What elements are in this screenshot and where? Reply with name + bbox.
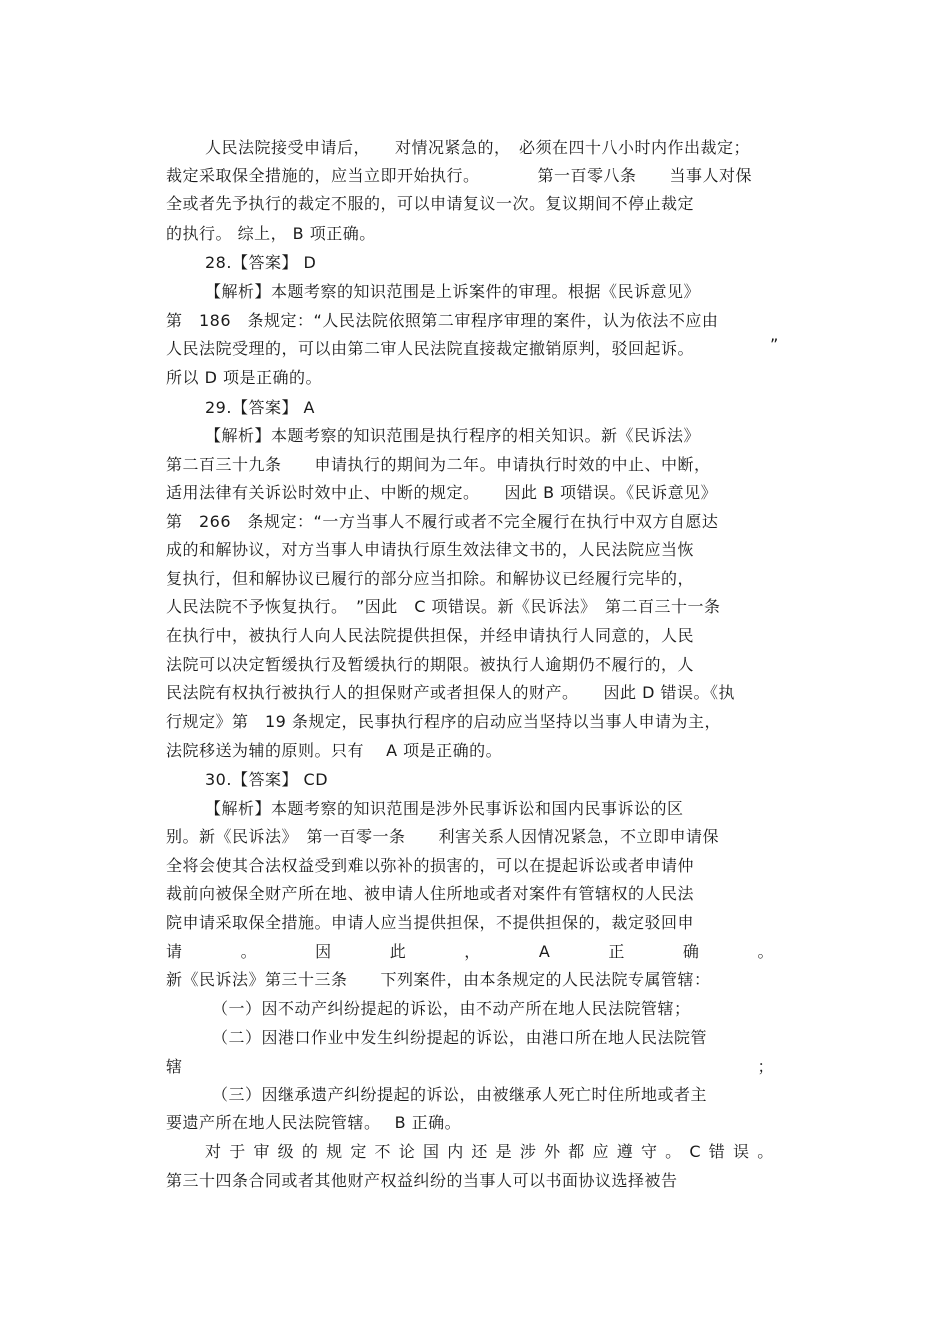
- text-token: 请: [166, 942, 183, 961]
- text-token: 规: [326, 1142, 343, 1161]
- text-token: 都: [568, 1142, 585, 1161]
- text-token: 论: [398, 1142, 416, 1161]
- text-token: 辖: [166, 1057, 183, 1076]
- text-token: 。: [240, 942, 258, 961]
- text-token: 遵: [616, 1142, 634, 1161]
- text-token: ，: [464, 942, 481, 961]
- text-token: 。: [757, 1142, 774, 1161]
- text-line: 法院移送为辅的原则。只有 A 项是正确的。: [166, 741, 503, 760]
- text-line: 【解析】本题考察的知识范围是执行程序的相关知识。新《民诉法》: [205, 426, 701, 445]
- text-token: 。: [757, 942, 774, 961]
- text-token: 对: [205, 1142, 222, 1161]
- text-line: 全将会使其合法权益受到难以弥补的损害的，可以在提起诉讼或者申请仲: [166, 856, 695, 875]
- text-line: 第 266 条规定：“一方当事人不履行或者不完全履行在执行中双方自愿达: [166, 512, 719, 531]
- text-line: 适用法律有关诉讼时效中止、中断的规定。 因此 B 项错误。《民诉意见》: [166, 483, 718, 502]
- text-line: 【解析】本题考察的知识范围是涉外民事诉讼和国内民事诉讼的区: [205, 799, 684, 818]
- text-line: 别。新《民诉法》 第一百零一条 利害关系人因情况紧急，不立即申请保: [166, 827, 720, 846]
- text-line: 人民法院受理的，可以由第二审人民法院直接裁定撤销原判，驳回起诉。: [166, 339, 695, 358]
- text-line: 的执行。 综上， B 项正确。: [166, 224, 376, 243]
- text-line: 第三十四条合同或者其他财产权益纠纷的当事人可以书面协议选择被告: [166, 1171, 678, 1190]
- justified-line: [166, 1057, 774, 1077]
- text-token: 审: [253, 1142, 270, 1161]
- text-token: 的: [301, 1142, 319, 1161]
- text-token: 应: [592, 1142, 610, 1161]
- text-token: 外: [544, 1142, 561, 1161]
- text-line: 新《民诉法》第三十三条 下列案件，由本条规定的人民法院专属管辖：: [166, 970, 711, 989]
- text-line: ”: [770, 335, 779, 354]
- text-token: 还: [471, 1142, 488, 1161]
- text-token: 级: [277, 1142, 295, 1161]
- text-line: 要遗产所在地人民法院管辖。 B 正确。: [166, 1113, 462, 1132]
- justified-line: [166, 942, 774, 962]
- text-token: 于: [229, 1142, 246, 1161]
- text-line: 全或者先予执行的裁定不服的，可以申请复议一次。复议期间不停止裁定: [166, 194, 695, 213]
- text-line: （三）因继承遗产纠纷提起的诉讼，由被继承人死亡时住所地或者主: [212, 1085, 708, 1104]
- text-line: （二）因港口作业中发生纠纷提起的诉讼，由港口所在地人民法院管: [212, 1028, 708, 1047]
- text-line: 人民法院接受申请后， 对情况紧急的， 必须在四十八小时内作出裁定；: [205, 138, 751, 157]
- text-token: C: [689, 1142, 702, 1161]
- text-token: 内: [447, 1142, 464, 1161]
- text-line: 复执行，但和解协议已履行的部分应当扣除。和解协议已经履行完毕的，: [166, 569, 695, 588]
- text-token: 误: [732, 1142, 750, 1161]
- text-line: 裁前向被保全财产所在地、被申请人住所地或者对案件有管辖权的人民法: [166, 884, 695, 903]
- text-token: 守: [640, 1142, 658, 1161]
- answer-heading: 28.【答案】 D: [205, 253, 317, 272]
- text-line: 行规定》第 19 条规定，民事执行程序的启动应当坚持以当事人申请为主，: [166, 712, 721, 731]
- text-token: 定: [350, 1142, 367, 1161]
- text-token: 错: [708, 1142, 726, 1161]
- text-token: 是: [495, 1142, 513, 1161]
- justified-line: [205, 1142, 774, 1162]
- text-token: ；: [757, 1057, 774, 1076]
- text-line: 在执行中，被执行人向人民法院提供担保，并经申请执行人同意的，人民: [166, 626, 695, 645]
- text-line: 院申请采取保全措施。申请人应当提供担保，不提供担保的，裁定驳回申: [166, 913, 695, 932]
- text-line: 第二百三十九条 申请执行的期间为二年。申请执行时效的中止、中断，: [166, 455, 711, 474]
- text-token: 国: [422, 1142, 440, 1161]
- text-line: 所以 D 项是正确的。: [166, 368, 322, 387]
- text-line: （一）因不动产纠纷提起的诉讼，由不动产所在地人民法院管辖；: [212, 999, 691, 1018]
- text-token: 不: [374, 1142, 392, 1161]
- text-line: 【解析】本题考察的知识范围是上诉案件的审理。根据《民诉意见》: [205, 282, 701, 301]
- text-token: 因: [315, 942, 332, 961]
- text-token: A: [538, 942, 551, 961]
- text-token: 确: [682, 942, 700, 961]
- text-line: 裁定采取保全措施的，应当立即开始执行。 第一百零八条 当事人对保: [166, 166, 753, 185]
- answer-heading: 30.【答案】 CD: [205, 770, 329, 789]
- text-token: 正: [608, 942, 625, 961]
- text-token: 涉: [519, 1142, 537, 1161]
- text-line: 人民法院不予恢复执行。 ”因此 C 项错误。新《民诉法》 第二百三十一条: [166, 597, 721, 616]
- text-line: 民法院有权执行被执行人的担保财产或者担保人的财产。 因此 D 错误。《执: [166, 683, 735, 702]
- text-line: 法院可以决定暂缓执行及暂缓执行的期限。被执行人逾期仍不履行的，人: [166, 655, 695, 674]
- text-line: 第 186 条规定：“人民法院依照第二审程序审理的案件，认为依法不应由: [166, 311, 719, 330]
- text-token: 此: [389, 942, 407, 961]
- text-token: 。: [665, 1142, 682, 1161]
- answer-heading: 29.【答案】 A: [205, 398, 315, 417]
- text-line: 成的和解协议，对方当事人申请执行原生效法律文书的，人民法院应当恢: [166, 540, 695, 559]
